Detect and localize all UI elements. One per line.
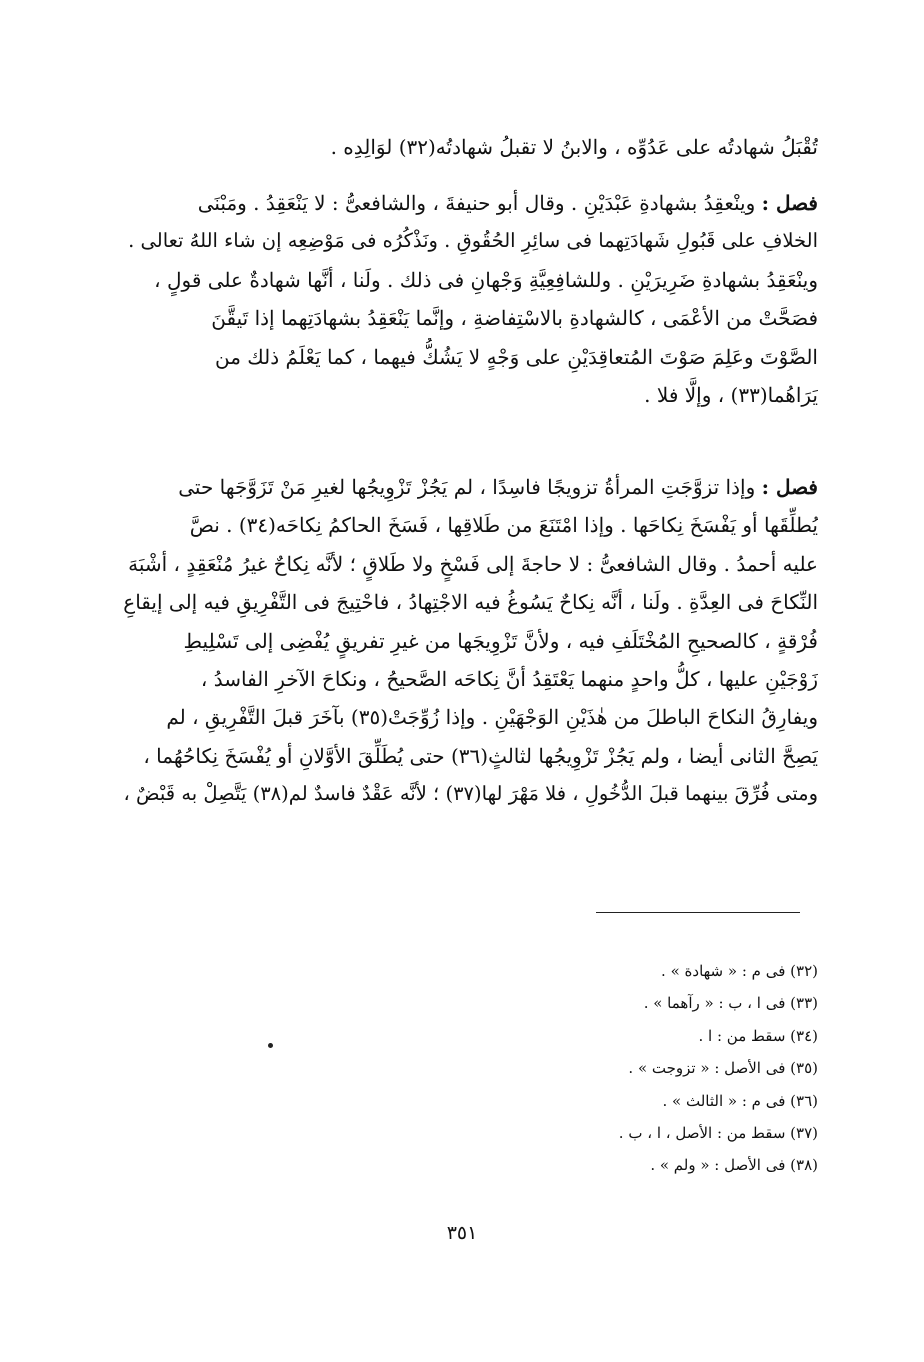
footnote-37: (٣٧) سقط من : الأصل ، ا ، ب . (618, 1124, 818, 1143)
footnote-35: (٣٥) فى الأصل : « تزوجت » . (628, 1059, 818, 1078)
paragraph-2 (118, 468, 818, 814)
paragraph-2-line-1 (118, 468, 818, 506)
paragraph-2-line-2: يُطلِّقَها أو يَفْسَخَ نِكاحَها . وإذا امْتَنَعَ من طَلاقِها ، فَسَخَ الحاكمُ نِكاحَه(٣٤) . نصَّ (189, 513, 818, 538)
paragraph-2-line-8: يَصِحَّ الثانى أيضا ، ولم يَجُزْ تَزْوِيجُها لثالثٍ(٣٦) حتى يُطَلِّقَ الأوَّلانِ أو يُفْسَخَ نِكاحُهُما ، (143, 743, 818, 768)
paragraph-2-line-4: النِّكاحَ فى العِدَّةِ . ولَنا ، أنَّه نِكاحٌ يَسُوغُ فيه الاجْتِهادُ ، فاحْتِيجَ فى التَّفْرِيقِ فيه إلى إيقاعِ (123, 590, 818, 615)
paragraph-2-line-7: ويفارِقُ النكاحَ الباطلَ من هٰذَيْنِ الوَجْهَيْنِ . وإذا زُوِّجَتْ(٣٥) بآخَرَ قبلَ التَّفْرِيقِ ، لم (166, 705, 818, 730)
paragraph-1-line-4: فصَحَّتْ من الأعْمَى ، كالشهادةِ بالاسْتِفاضةِ ، وإنَّما يَنْعَقِدُ بشهادَتِهما إذا تَيقَّنَ (211, 306, 818, 331)
footnote-33: (٣٣) فى ا ، ب : « رآهما » . (643, 994, 818, 1013)
footnote-34: (٣٤) سقط من : ا . (698, 1026, 818, 1045)
top-line-block (118, 128, 818, 166)
paragraph-2-line-3: عليه أحمدُ . وقال الشافعىُّ : لا حاجةَ إلى فَسْخٍ ولا طَلاقٍ ؛ لأنَّه نِكاحٌ غيرُ مُنْعَقِدٍ ، أشْبَهَ (128, 551, 818, 576)
footnotes (318, 955, 818, 1182)
ink-dot (268, 1043, 273, 1048)
paragraph-1-line-5: الصَّوْتَ وعَلِمَ صَوْتَ المُتعاقِدَيْنِ على وَجْهٍ لا يَشُكُّ فيهما ، كما يَعْلَمُ ذلك من (215, 344, 818, 369)
paragraph-1 (118, 184, 818, 414)
section-heading: فصل : (761, 475, 818, 499)
footnote-separator (596, 912, 800, 913)
paragraph-1-line-3: وينْعَقِدُ بشهادةِ ضَرِيرَيْنِ . وللشافِعِيَّةِ وَجْهانِ فى ذلك . ولَنا ، أنَّها شهادةٌ على قولٍ ، (154, 267, 818, 292)
paragraph-2-line-6: زَوْجَيْنِ عليها ، كلُّ واحدٍ منهما يَعْتَقِدُ أنَّ نِكاحَه الصَّحيحُ ، ونكاحَ الآخرِ الفاسدُ ، (200, 667, 818, 692)
paragraph-1-line-1-text: وينْعقِدُ بشهادةِ عَبْدَيْنِ . وقال أبو حنيفةَ ، والشافعىُّ : لا يَنْعَقِدُ . ومَبْنَى (197, 191, 756, 215)
paragraph-2-line-9: ومتى فُرِّقَ بينهما قبلَ الدُّخُولِ ، فلا مَهْرَ لها(٣٧) ؛ لأنَّه عَقْدٌ فاسدٌ لم(٣٨) يَتَّصِلْ به قَبْضٌ ، (123, 782, 818, 806)
paragraph-1-line-2: الخلافِ على قَبُولِ شَهادَتِهما فى سائِرِ الحُقُوقِ . ونَذْكُرُه فى مَوْضِعِه إن شاء اللهُ تعالى . (128, 229, 818, 253)
footnote-32: (٣٢) فى م : « شهادة » . (661, 962, 818, 980)
paragraph-1-line-1 (118, 184, 818, 222)
paragraph-2-line-1-text: وإذا تزوَّجَتِ المرأةُ تزويجًا فاسِدًا ، لم يَجُزْ تَزْوِيجُها لغيرِ مَنْ تَزَوَّجَها حتى (178, 475, 756, 499)
paragraph-2-line-5: فُرْقةٍ ، كالصحيحِ المُخْتَلَفِ فيه ، ولأنَّ تَزْوِيجَها من غيرِ تفريقٍ يُفْضِى إلى تَسْلِيطِ (183, 628, 818, 653)
paragraph-1-line-6: يَرَاهُما(٣٣) ، وإلَّا فلا . (644, 383, 818, 408)
footnote-36: (٣٦) فى م : « الثالث » . (662, 1091, 818, 1110)
top-line: تُقْبَلُ شهادتُه على عَدُوِّه ، والابنُ لا تقبلُ شهادتُه(٣٢) لوَالِدِه . (330, 135, 818, 159)
footnote-38: (٣٨) فى الأصل : « ولم » . (650, 1156, 818, 1175)
section-heading: فصل : (761, 191, 818, 215)
page-number: ٣٥١ (446, 1222, 478, 1244)
